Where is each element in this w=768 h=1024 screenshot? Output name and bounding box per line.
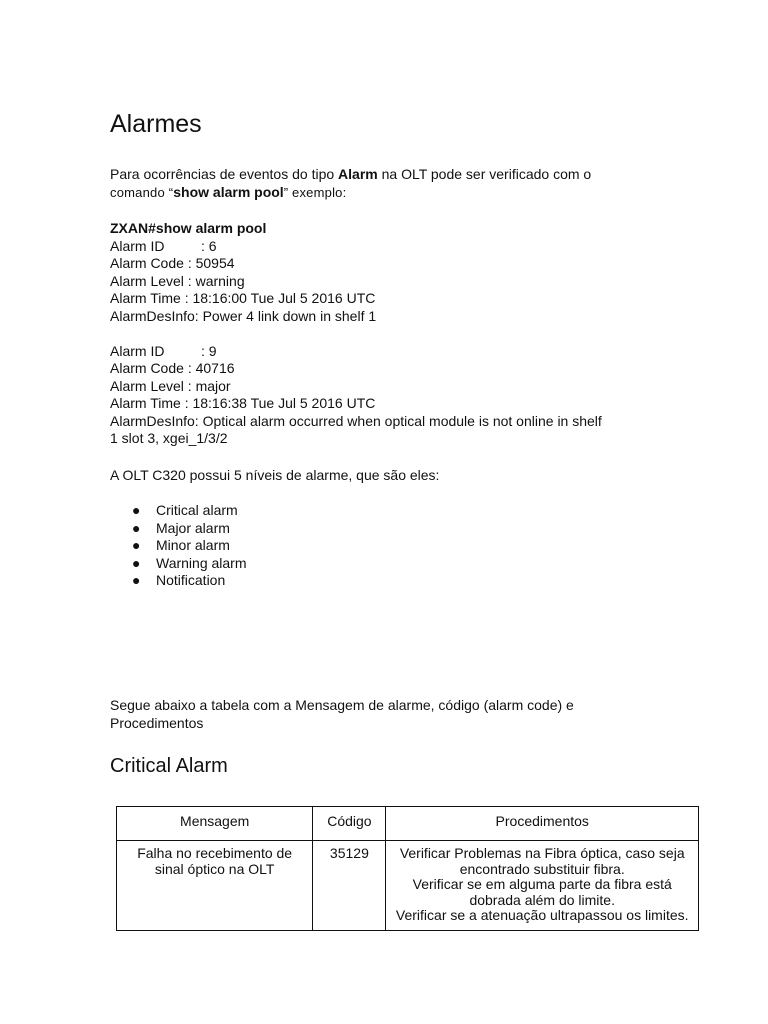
- level-label: Warning alarm: [156, 554, 247, 571]
- procedure-line: Verificar se em alguma parte da fibra está dobrada além do limite.: [412, 876, 672, 908]
- alarm-id-label: Alarm ID: [110, 342, 165, 359]
- alarm-desc-line: [110, 413, 670, 431]
- intro-bold-command: show alarm pool: [173, 183, 284, 200]
- table-header-row: [117, 807, 699, 841]
- cell-codigo: 35129: [313, 841, 386, 931]
- alarm-level-line: [110, 378, 670, 396]
- alarm-desc-continuation: 1 slot 3, xgei_1/3/2: [110, 430, 228, 446]
- alarm-id-line: [110, 343, 670, 361]
- alarm-time-line: [110, 395, 670, 413]
- list-item: [132, 520, 247, 538]
- alarm-time-label: Alarm Time: [110, 395, 185, 411]
- levels-intro: A OLT C320 possui 5 níveis de alarme, que são eles:: [110, 467, 440, 483]
- alarm-desc-value: Optical alarm occurred when optical module is not online in shelf: [198, 412, 602, 429]
- list-item: [132, 572, 247, 590]
- bullet-icon: ●: [132, 519, 141, 536]
- alarm-desc-value: Power 4 link down in shelf 1: [198, 307, 377, 324]
- alarm-id-value: : 9: [201, 342, 217, 359]
- alarm-code-value: : 40716: [187, 360, 235, 376]
- alarm-code-label: Alarm Code: [110, 360, 188, 376]
- table-intro: Segue abaixo a tabela com a Mensagem de alarme, código (alarm code) e Procedimentos: [110, 697, 574, 731]
- alarm-desc-line: [110, 308, 670, 326]
- column-header-codigo: Código: [313, 807, 386, 841]
- bullet-icon: ●: [132, 502, 141, 518]
- critical-alarm-table: [116, 806, 699, 931]
- alarm-code-line: [110, 255, 670, 273]
- procedure-line: Verificar Problemas na Fibra óptica, caso seja encontrado substituir fibra.: [399, 845, 685, 877]
- list-item: [132, 502, 247, 520]
- alarm-id-label: Alarm ID: [110, 237, 165, 254]
- alarm-record-2: [110, 343, 670, 448]
- alarm-time-line: [110, 290, 670, 308]
- alarm-time-value: : 18:16:38 Tue Jul 5 2016 UTC: [184, 395, 376, 411]
- bullet-icon: ●: [132, 554, 141, 571]
- cell-mensagem: Falha no recebimento de sinal óptico na OLT: [117, 841, 313, 931]
- alarm-level-value: : warning: [183, 272, 245, 289]
- level-label: Notification: [156, 572, 226, 588]
- column-header-mensagem: Mensagem: [117, 807, 313, 841]
- intro-exemplo: ” exemplo:: [283, 184, 347, 200]
- alarm-id-line: [110, 238, 670, 256]
- cell-procedimentos: [386, 841, 699, 931]
- list-item: [132, 555, 247, 573]
- level-label: Major alarm: [156, 519, 230, 536]
- alarm-code-value: : 50954: [187, 255, 235, 271]
- intro-text: Para ocorrências de eventos do tipo: [110, 166, 339, 182]
- column-header-procedimentos: Procedimentos: [386, 807, 699, 841]
- bullet-icon: ●: [132, 572, 141, 588]
- intro-text-end: na OLT pode ser verificado com o: [377, 166, 592, 182]
- alarm-level-value: : major: [183, 377, 231, 394]
- alarm-code-line: [110, 360, 670, 378]
- alarm-record-1: [110, 238, 670, 326]
- table-row: [117, 841, 699, 931]
- alarm-time-label: Alarm Time: [110, 290, 185, 306]
- page-title: Alarmes: [110, 110, 202, 138]
- alarm-time-value: : 18:16:00 Tue Jul 5 2016 UTC: [184, 290, 376, 306]
- command-text: show alarm pool: [155, 220, 267, 236]
- bullet-icon: ●: [132, 537, 141, 553]
- alarm-levels-list: [132, 502, 247, 590]
- command-line: [110, 220, 670, 238]
- alarm-code-label: Alarm Code: [110, 255, 188, 271]
- alarm-desc-label: AlarmDesInfo:: [110, 412, 199, 429]
- level-label: Minor alarm: [156, 537, 230, 553]
- alarm-level-label: Alarm Level: [110, 272, 184, 289]
- intro-bold-alarm: Alarm: [338, 166, 378, 182]
- procedure-line: Verificar se a atenuação ultrapassou os limites.: [395, 907, 689, 923]
- intro-paragraph: [110, 166, 670, 201]
- alarm-id-value: : 6: [201, 237, 217, 254]
- intro-comando: comando “: [110, 184, 174, 200]
- command-prompt: ZXAN#: [110, 220, 156, 236]
- alarm-level-line: [110, 273, 670, 291]
- alarm-level-label: Alarm Level: [110, 377, 184, 394]
- alarm-desc-label: AlarmDesInfo:: [110, 307, 199, 324]
- section-title: Critical Alarm: [110, 755, 228, 777]
- level-label: Critical alarm: [156, 502, 238, 518]
- command-output: [110, 220, 670, 448]
- list-item: [132, 537, 247, 555]
